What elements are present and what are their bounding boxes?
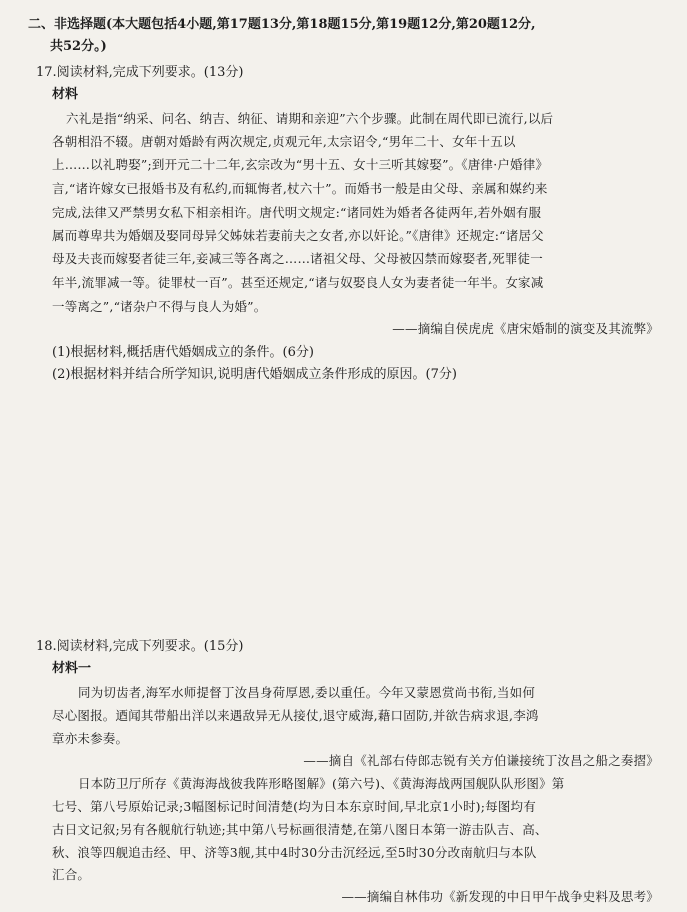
- q18-material2-line: 七号、第八号原始记录;3幅图标记时间清楚(均为日本东京时间,早北京1小时);每图均有: [52, 799, 536, 814]
- q17-material-label: 材料: [52, 87, 79, 102]
- q17-material-line: 年半,流罪减一等。徒罪杖一百”。甚至还规定,“诸与奴娶良人女为妻者徒一年半。女家减: [52, 275, 544, 290]
- q18-material1-source: ——摘自《礼部右侍郎志锐有关方伯谦接统丁汝昌之船之奏摺》: [303, 753, 659, 768]
- q17-subquestion-2: (2)根据材料并结合所学知识,说明唐代婚姻成立条件形成的原因。(7分): [52, 367, 457, 382]
- q17-source: ——摘编自侯虎虎《唐宋婚制的演变及其流弊》: [392, 321, 659, 336]
- q18-material2-line: 日本防卫厅所存《黄海海战彼我阵形略图解》(第六号)、《黄海海战两国舰队队形图》第: [78, 776, 565, 791]
- q18-material2-source: ——摘编自林伟功《新发现的中日甲午战争史料及思考》: [341, 889, 659, 904]
- q18-material2-line: 秋、浪等四舰追击经、甲、济等3舰,其中4时30分击沉经远,至5时30分改南航归与本队: [52, 845, 537, 860]
- q17-material-line: 母及夫丧而嫁娶者徒三年,妾减三等各离之……诸祖父母、父母被囚禁而嫁娶者,死罪徒一: [52, 251, 543, 266]
- q18-material1-line: 章亦未参奏。: [52, 731, 129, 746]
- q18-material1-line: 尽心图报。迺闻其带船出洋以来遇敌异无从接仗,退守威海,藉口固防,并欲告病求退,李鸿: [52, 708, 539, 723]
- q18-title: 18.阅读材料,完成下列要求。(15分): [36, 639, 244, 654]
- q17-subquestion-1: (1)根据材料,概括唐代婚姻成立的条件。(6分): [52, 345, 314, 360]
- q18-material2-line: 古日文记叙;另有各舰航行轨迹;其中第八号标画很清楚,在第八图日本第一游击队吉、高、: [52, 822, 548, 837]
- q17-material-line: 六礼是指“纳采、问名、纳吉、纳征、请期和亲迎”六个步骤。此制在周代即已流行,以后: [66, 111, 554, 126]
- section-header-line1: 二、非选择题(本大题包括4小题,第17题13分,第18题15分,第19题12分,第20题12分,: [28, 17, 536, 32]
- q17-material-line: 上……以礼聘娶”;到开元二十二年,玄宗改为“男十五、女十三听其嫁娶”。《唐律·户婚律》: [52, 157, 549, 172]
- q17-material-line: 各朝相沿不辍。唐朝对婚龄有两次规定,贞观元年,太宗诏令,“男年二十、女年十五以: [52, 134, 516, 149]
- q17-title: 17.阅读材料,完成下列要求。(13分): [36, 65, 244, 80]
- q18-material1-line: 同为切齿者,海军水师提督丁汝昌身荷厚恩,委以重任。今年又蒙恩赏尚书衔,当如何: [78, 685, 536, 700]
- q17-material-line: 属而尊卑共为婚姻及娶同母异父姊妹若妻前夫之女者,亦以奸论。”《唐律》还规定:“诸居父: [52, 228, 544, 243]
- q17-material-line: 言,“诸许嫁女已报婚书及有私约,而辄悔者,杖六十”。而婚书一般是由父母、亲属和媒约来: [52, 181, 548, 196]
- section-header-line2: 共52分。): [50, 39, 107, 54]
- q18-material1-label: 材料一: [52, 661, 92, 676]
- q18-material2-line: 汇合。: [52, 867, 91, 882]
- q17-material-line: 完成,法律又严禁男女私下相亲相许。唐代明文规定:“诸同姓为婚者各徒两年,若外姻有服: [52, 205, 542, 220]
- q17-material-line: 一等离之”,“诸杂户不得与良人为婚”。: [52, 299, 267, 314]
